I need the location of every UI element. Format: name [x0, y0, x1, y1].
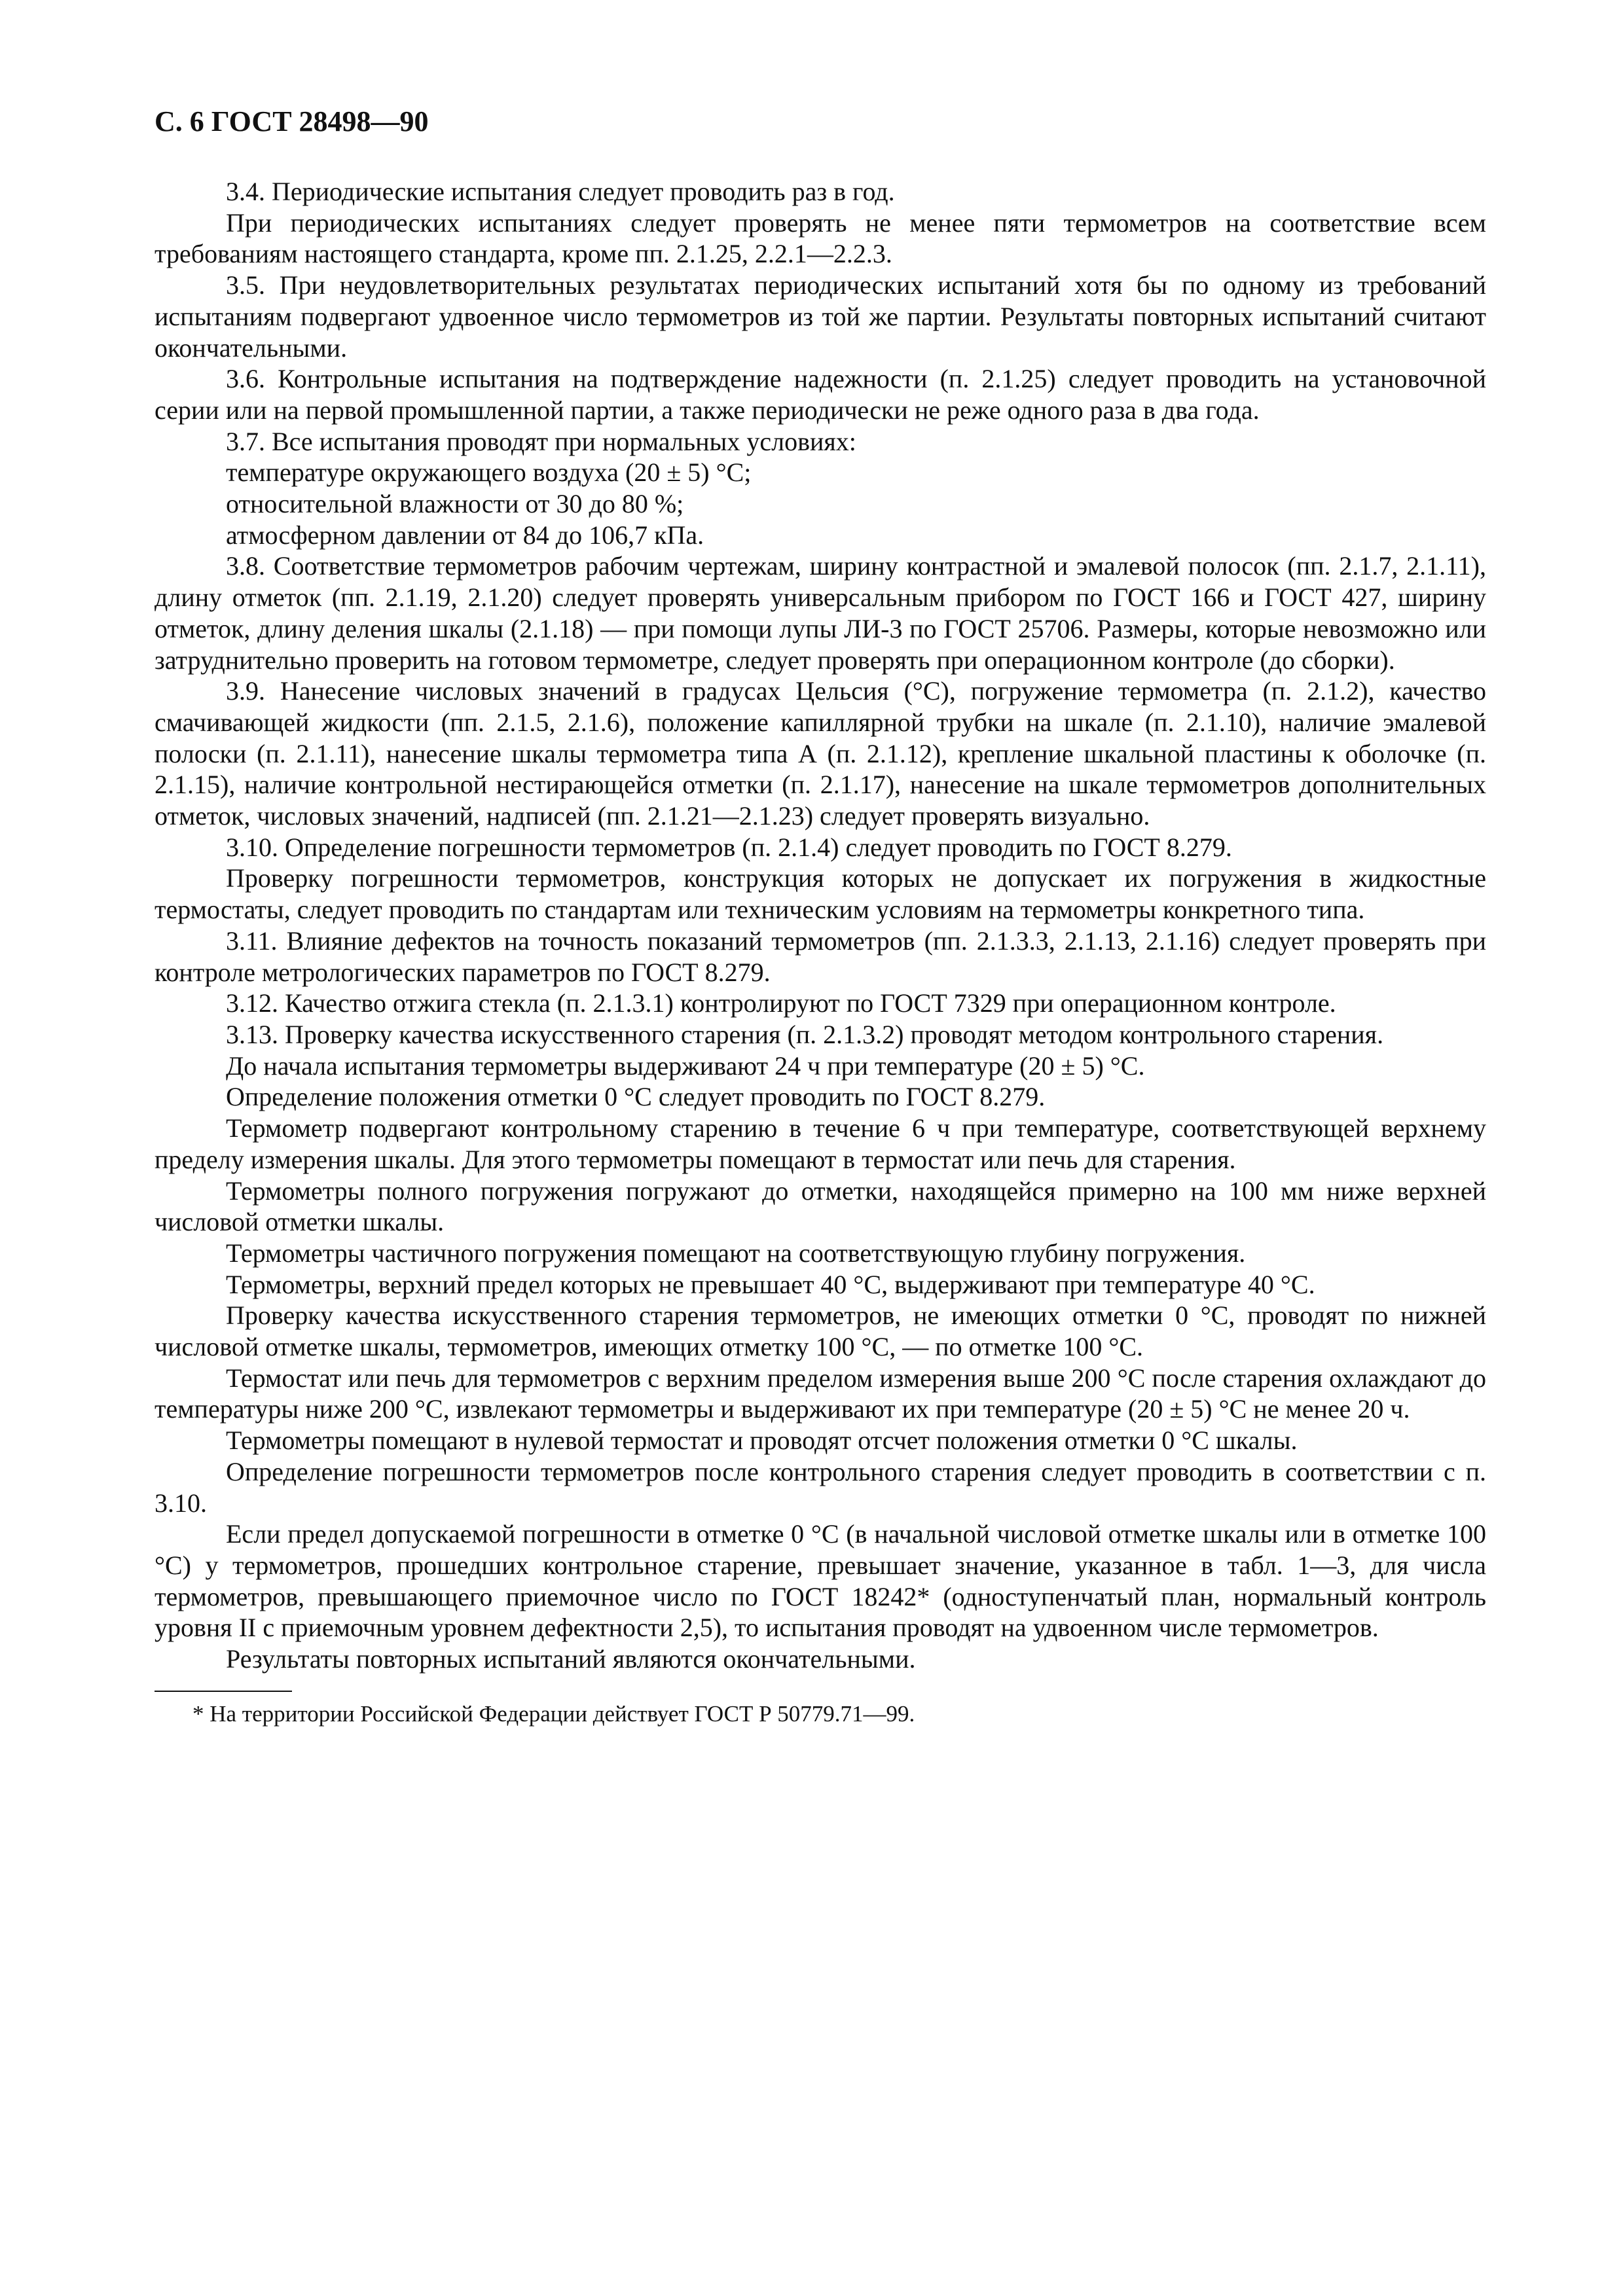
paragraph: Проверку погрешности термометров, конструкция которых не допускает их погружения в жидкостные термостаты, следует проводить по стандартам или техническим условиям на термометры конкретного типа. [155, 863, 1486, 925]
paragraph: Проверку качества искусственного старения термометров, не имеющих отметки 0 °С, проводят по нижней числовой отметке шкалы, термометров, имеющих отметку 100 °С, — по отметке 100 °С. [155, 1300, 1486, 1362]
paragraph: Термометры, верхний предел которых не превышает 40 °С, выдерживают при температуре 40 °С. [226, 1269, 1315, 1299]
paragraph-3-9: 3.9. Нанесение числовых значений в градусах Цельсия (°С), погружение термометра (п. 2.1.2), качество смачивающей жидкости (пп. 2.1.5, 2.1.6), положение капиллярной трубки на шкале (п. 2.1.10), наличие эмалевой полоски (п. 2.1.11), нанесение шкалы термометра типа А (п. 2.1.12), крепление шкальной пластины к оболочке (п. 2.1.15), наличие контрольной нестирающейся отметки (п. 2.1.17), нанесение на шкале термометров дополнительных отметок, числовых значений, надписей (пп. 2.1.21—2.1.23) следует проверять визуально. [155, 676, 1486, 831]
paragraph-3-4: 3.4. Периодические испытания следует проводить раз в год. [226, 177, 895, 206]
paragraph: Определение положения отметки 0 °С следует проводить по ГОСТ 8.279. [226, 1082, 1046, 1112]
paragraph: Результаты повторных испытаний являются окончательными. [226, 1644, 916, 1674]
list-item: атмосферном давлении от 84 до 106,7 кПа. [226, 520, 704, 550]
document-page [155, 105, 1486, 1729]
paragraph: Термостат или печь для термометров с верхним пределом измерения выше 200 °С после старения охлаждают до температуры ниже 200 °С, извлекают термометры и выдерживают их при температуре (20 ± 5) °С не менее 20 ч. [155, 1363, 1486, 1424]
paragraph: Определение погрешности термометров после контрольного старения следует проводить в соответствии с п. 3.10. [155, 1456, 1486, 1518]
paragraph-3-7: 3.7. Все испытания проводят при нормальных условиях: [226, 426, 856, 456]
list-item: температуре окружающего воздуха (20 ± 5) °С; [226, 457, 752, 488]
paragraph-3-13: 3.13. Проверку качества искусственного старения (п. 2.1.3.2) проводят методом контрольного старения. [226, 1019, 1384, 1049]
paragraph: Если предел допускаемой погрешности в отметке 0 °С (в начальной числовой отметке шкалы или в отметке 100 °С) у термометров, прошедших контрольное старение, превышает значение, указанное в табл. 1—3, для числа термометров, превышающего приемочное число по ГОСТ 18242* (одноступенчатый план, нормальный контроль уровня II с приемочным уровнем дефектности 2,5), то испытания проводят на удвоенном числе термометров. [155, 1519, 1486, 1643]
paragraph: Термометры частичного погружения помещают на соответствующую глубину погружения. [226, 1238, 1246, 1268]
conditions-list [155, 457, 1486, 550]
paragraph: До начала испытания термометры выдерживают 24 ч при температуре (20 ± 5) °С. [226, 1050, 1145, 1081]
paragraph: Термометры помещают в нулевой термостат и проводят отсчет положения отметки 0 °С шкалы. [226, 1426, 1298, 1456]
paragraph-3-8: 3.8. Соответствие термометров рабочим чертежам, ширину контрастной и эмалевой полосок (пп. 2.1.7, 2.1.11), длину отметок (пп. 2.1.19, 2.1.20) следует проверять универсальным прибором по ГОСТ 166 и ГОСТ 427, ширину отметок, длину деления шкалы (2.1.18) — при помощи лупы ЛИ-3 по ГОСТ 25706. Размеры, которые невозможно или затруднительно проверить на готовом термометре, следует проверять при операционном контроле (до сборки). [155, 551, 1486, 675]
paragraph-3-5: 3.5. При неудовлетворительных результатах периодических испытаний хотя бы по одному из требований испытаниям подвергают удвоенное число термометров из той же партии. Результаты повторных испытаний считают окончательными. [155, 270, 1486, 363]
paragraph-3-11: 3.11. Влияние дефектов на точность показаний термометров (пп. 2.1.3.3, 2.1.13, 2.1.16) следует проверять при контроле метрологических параметров по ГОСТ 8.279. [155, 925, 1486, 987]
paragraph-3-10: 3.10. Определение погрешности термометров (п. 2.1.4) следует проводить по ГОСТ 8.279. [226, 832, 1232, 862]
paragraph-3-12: 3.12. Качество отжига стекла (п. 2.1.3.1) контролируют по ГОСТ 7329 при операционном контроле. [226, 988, 1336, 1018]
list-item: относительной влажности от 30 до 80 %; [226, 489, 684, 519]
paragraph-3-6: 3.6. Контрольные испытания на подтверждение надежности (п. 2.1.25) следует проводить на установочной серии или на первой промышленной партии, а также периодически не реже одного раза в два года. [155, 364, 1486, 425]
paragraph: Термометры полного погружения погружают до отметки, находящейся примерно на 100 мм ниже верхней числовой отметки шкалы. [155, 1175, 1486, 1237]
paragraph: При периодических испытаниях следует проверять не менее пяти термометров на соответствие всем требованиям настоящего стандарта, кроме пп. 2.1.25, 2.2.1—2.2.3. [155, 207, 1486, 269]
page-header: С. 6 ГОСТ 28498—90 [155, 105, 429, 137]
footnote: * На территории Российской Федерации действует ГОСТ Р 50779.71—99. [192, 1700, 915, 1727]
paragraph: Термометр подвергают контрольному старению в течение 6 ч при температуре, соответствующей верхнему пределу измерения шкалы. Для этого термометры помещают в термостат или печь для старения. [155, 1113, 1486, 1174]
footnote-divider [155, 1691, 292, 1692]
